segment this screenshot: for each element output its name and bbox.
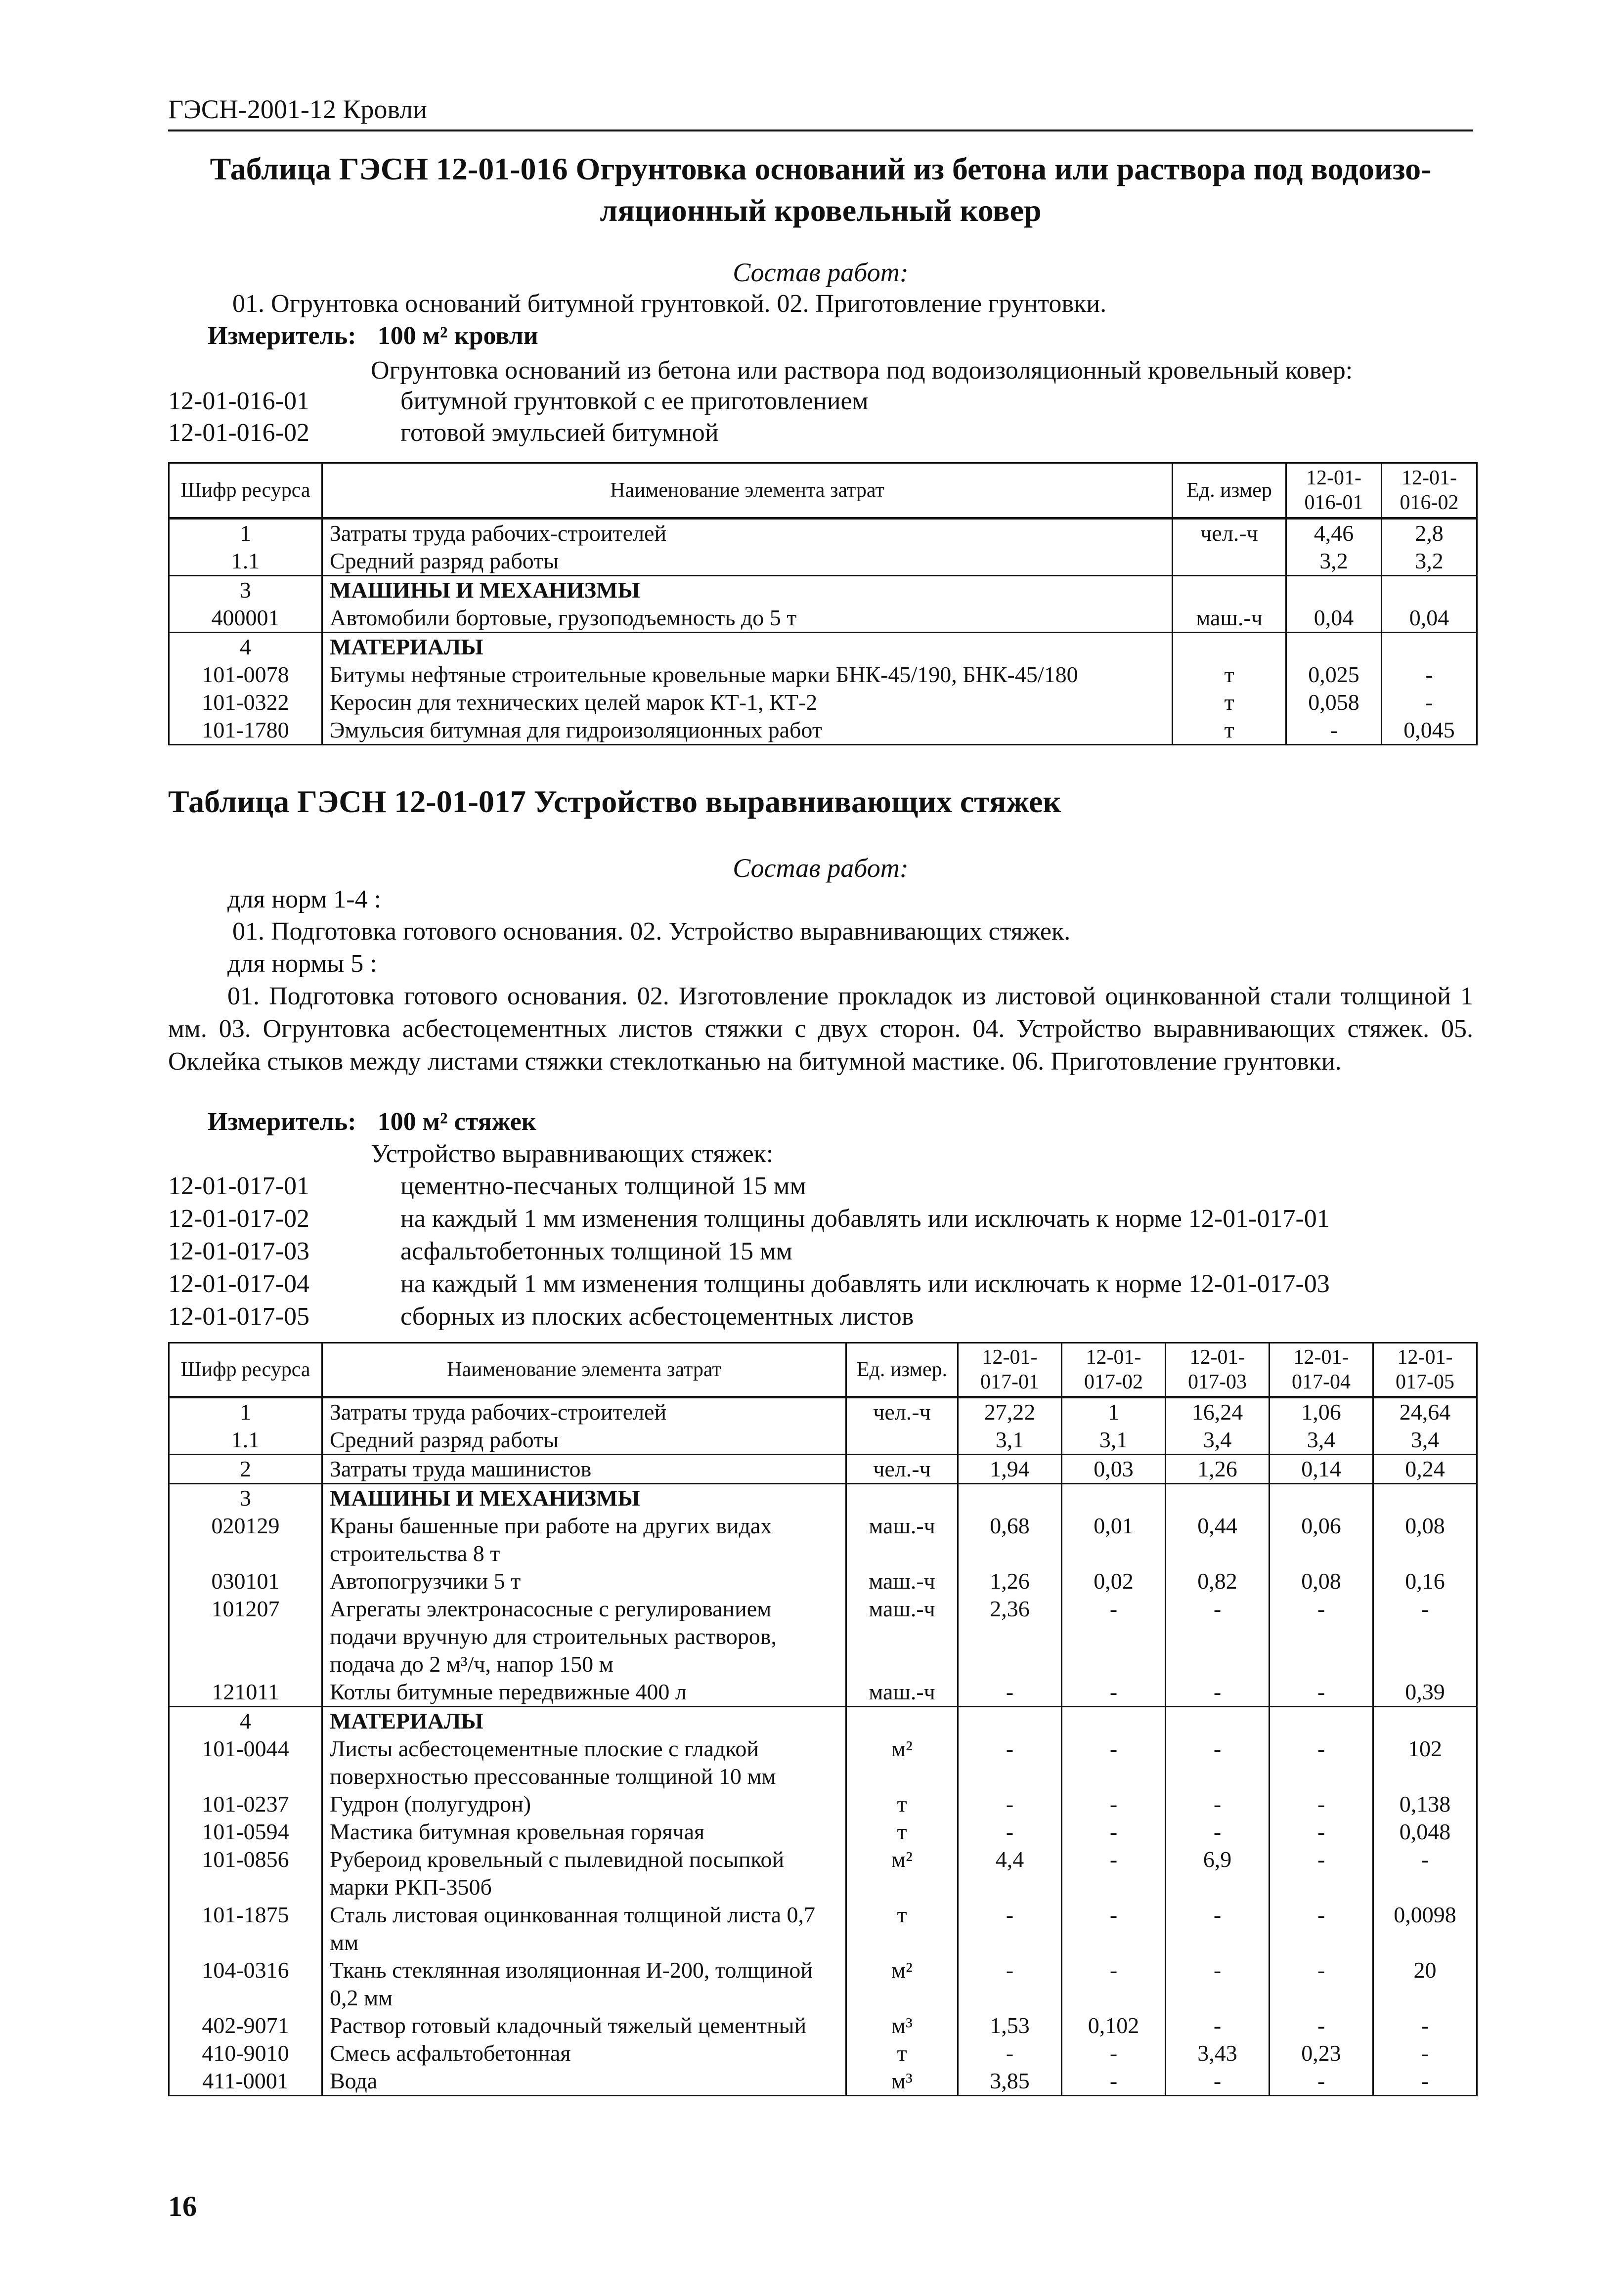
table-row — [169, 1707, 1477, 1735]
norm-desc: сборных из плоских асбестоцементных листов — [400, 1302, 914, 1331]
cell-value: - — [1270, 2067, 1373, 2096]
cell-unit: маш.-ч — [1173, 604, 1286, 633]
measure-value: 100 м² кровли — [377, 322, 538, 350]
cell-code: 1 — [169, 1397, 322, 1427]
cell-value: - — [1270, 2012, 1373, 2039]
cell-value: - — [1166, 1595, 1270, 1678]
norm-code: 12-01-017-01 — [168, 1172, 309, 1200]
table-row — [169, 1901, 1477, 1956]
cell-value — [1270, 1707, 1373, 1735]
cell-name: Краны башенные при работе на других видах строительства 8 т — [322, 1512, 846, 1567]
cell-unit — [846, 1707, 958, 1735]
cell-value: 3,1 — [958, 1426, 1062, 1455]
cell-value: - — [958, 1735, 1062, 1790]
cell-value — [1062, 1707, 1166, 1735]
cell-name: Сталь листовая оцинкованная толщиной листа 0,7 мм — [322, 1901, 846, 1956]
cell-value: 4,4 — [958, 1846, 1062, 1901]
table-row — [169, 661, 1477, 689]
cell-value: 0,04 — [1382, 604, 1477, 633]
norm-desc: готовой эмульсией битумной — [400, 419, 719, 447]
cell-value: - — [1062, 1818, 1166, 1846]
cell-unit: м² — [846, 1846, 958, 1901]
cell-value: - — [1166, 1818, 1270, 1846]
cell-code: 020129 — [169, 1512, 322, 1567]
cell-value: 3,85 — [958, 2067, 1062, 2096]
cell-value: 102 — [1373, 1735, 1477, 1790]
table-17-for-norms-1-4: для норм 1-4 : — [227, 885, 382, 913]
cell-unit: т — [846, 1818, 958, 1846]
norm-desc: цементно-песчаных толщиной 15 мм — [400, 1172, 806, 1200]
measure-value: 100 м² стяжек — [377, 1108, 536, 1136]
table-row — [169, 576, 1477, 605]
table-17-sostav-label: Состав работ: — [733, 853, 909, 883]
cell-name: Смесь асфальтобетонная — [322, 2039, 846, 2067]
cell-value: 4,46 — [1286, 519, 1382, 548]
cell-unit: т — [846, 1901, 958, 1956]
table-row — [169, 1595, 1477, 1678]
cell-value: 3,43 — [1166, 2039, 1270, 2067]
cell-unit — [1173, 633, 1286, 661]
cell-code: 101-0322 — [169, 689, 322, 716]
cell-value: - — [1373, 2039, 1477, 2067]
header-cell: Шифр ресурса — [169, 1343, 322, 1397]
cell-value: - — [1166, 1956, 1270, 2012]
norm-desc: на каждый 1 мм изменения толщины добавлять или исключать к норме 12-01-017-03 — [400, 1270, 1330, 1298]
table-row — [169, 547, 1477, 576]
norm-code: 12-01-017-03 — [168, 1237, 309, 1265]
cell-value — [958, 1707, 1062, 1735]
cell-value — [1270, 1484, 1373, 1513]
cell-value: 0,0098 — [1373, 1901, 1477, 1956]
cell-code: 1.1 — [169, 1426, 322, 1455]
cell-value: - — [1166, 1678, 1270, 1707]
cell-value: 0,048 — [1373, 1818, 1477, 1846]
cell-value: - — [1373, 1595, 1477, 1678]
cell-value: 2,8 — [1382, 519, 1477, 548]
cell-value: 0,68 — [958, 1512, 1062, 1567]
cell-value: 3,4 — [1270, 1426, 1373, 1455]
cell-value: 0,82 — [1166, 1567, 1270, 1595]
cell-name: Гудрон (полугудрон) — [322, 1790, 846, 1818]
cell-value: 0,102 — [1062, 2012, 1166, 2039]
cell-value: - — [1062, 1901, 1166, 1956]
table-header-row — [169, 1343, 1477, 1397]
norm-row — [168, 387, 1473, 419]
cell-value: 20 — [1373, 1956, 1477, 2012]
cell-name: Агрегаты электронасосные с регулированием подачи вручную для строительных растворов, подача до 2 м³/ч, напор 150 м — [322, 1595, 846, 1678]
cell-code: 2 — [169, 1455, 322, 1484]
cell-code: 101-0237 — [169, 1790, 322, 1818]
table-row — [169, 1818, 1477, 1846]
cell-value — [1373, 1484, 1477, 1513]
table-16-title-line1: Таблица ГЭСН 12-01-016 Огрунтовка оснований из бетона или раствора под водоизо- — [210, 151, 1432, 186]
cell-value: 0,23 — [1270, 2039, 1373, 2067]
cell-code: 030101 — [169, 1567, 322, 1595]
cell-value: 0,39 — [1373, 1678, 1477, 1707]
norm-row — [168, 418, 1473, 451]
cell-unit — [846, 1426, 958, 1455]
table-row — [169, 1567, 1477, 1595]
cell-value: - — [1373, 2067, 1477, 2096]
cell-code: 4 — [169, 633, 322, 661]
table-17-text-1-4: 01. Подготовка готового основания. 02. Устройство выравнивающих стяжек. — [232, 917, 1071, 946]
header-cell: 12-01-017-05 — [1373, 1343, 1477, 1397]
cell-value: 1 — [1062, 1397, 1166, 1427]
cell-value: - — [1270, 1818, 1373, 1846]
cell-name: Эмульсия битумная для гидроизоляционных работ — [322, 716, 1173, 745]
cell-value: - — [958, 2039, 1062, 2067]
cell-name: Раствор готовый кладочный тяжелый цементный — [322, 2012, 846, 2039]
cell-value: 6,9 — [1166, 1846, 1270, 1901]
page-number: 16 — [168, 2190, 197, 2222]
cell-value: 0,138 — [1373, 1790, 1477, 1818]
table-row — [169, 2067, 1477, 2096]
table-16-title — [168, 148, 1473, 231]
cell-code: 104-0316 — [169, 1956, 322, 2012]
cell-code: 101-0044 — [169, 1735, 322, 1790]
cell-value: - — [958, 1901, 1062, 1956]
header-cell: 12-01-016-02 — [1382, 463, 1477, 519]
measure-label: Измеритель: — [208, 322, 356, 350]
table-row — [169, 519, 1477, 548]
cell-value: 0,14 — [1270, 1455, 1373, 1484]
cell-code: 410-9010 — [169, 2039, 322, 2067]
cell-value: - — [1166, 1790, 1270, 1818]
cell-value: 1,06 — [1270, 1397, 1373, 1427]
table-row — [169, 2012, 1477, 2039]
table-row — [169, 716, 1477, 745]
cell-name: Битумы нефтяные строительные кровельные марки БНК-45/190, БНК-45/180 — [322, 661, 1173, 689]
cell-code: 101207 — [169, 1595, 322, 1678]
cell-value: 2,36 — [958, 1595, 1062, 1678]
cell-unit — [846, 1484, 958, 1513]
cell-value — [1286, 633, 1382, 661]
norm-row — [168, 1204, 1473, 1237]
cell-value: - — [958, 1790, 1062, 1818]
table-row — [169, 633, 1477, 661]
cell-value: 3,1 — [1062, 1426, 1166, 1455]
cell-value: 1,26 — [958, 1567, 1062, 1595]
cell-name: Затраты труда машинистов — [322, 1455, 846, 1484]
running-head: ГЭСН-2001-12 Кровли — [168, 94, 1473, 131]
cell-value: 0,24 — [1373, 1455, 1477, 1484]
cell-value: 0,045 — [1382, 716, 1477, 745]
table-row — [169, 1846, 1477, 1901]
table-row — [169, 1397, 1477, 1427]
table-16-title-line2: ляционный кровельный ковер — [600, 193, 1042, 228]
cell-code: 101-1780 — [169, 716, 322, 745]
cell-value: - — [1166, 2012, 1270, 2039]
cell-name: МАТЕРИАЛЫ — [322, 1707, 846, 1735]
cell-code: 3 — [169, 1484, 322, 1513]
cell-code: 101-0594 — [169, 1818, 322, 1846]
cell-code: 3 — [169, 576, 322, 605]
cell-name: Средний разряд работы — [322, 547, 1173, 576]
norm-desc: битумной грунтовкой с ее приготовлением — [400, 387, 869, 415]
cell-value: 3,2 — [1286, 547, 1382, 576]
cell-value: - — [1373, 1846, 1477, 1901]
header-cell: Ед. измер. — [846, 1343, 958, 1397]
cell-value: - — [1382, 689, 1477, 716]
cell-value: - — [1062, 1735, 1166, 1790]
cell-unit: м³ — [846, 2067, 958, 2096]
header-cell: 12-01-017-03 — [1166, 1343, 1270, 1397]
table-16-sostav-label: Состав работ: — [733, 258, 909, 287]
cell-unit: м² — [846, 1735, 958, 1790]
table-row — [169, 1735, 1477, 1790]
cell-name: Средний разряд работы — [322, 1426, 846, 1455]
cell-unit — [1173, 547, 1286, 576]
cell-code: 1 — [169, 519, 322, 548]
cell-value: - — [1270, 1678, 1373, 1707]
cell-value: 3,4 — [1373, 1426, 1477, 1455]
cell-value: - — [958, 1956, 1062, 2012]
cell-unit: т — [846, 1790, 958, 1818]
cell-value: 1,26 — [1166, 1455, 1270, 1484]
cell-value: - — [1062, 2067, 1166, 2096]
norm-code: 12-01-017-04 — [168, 1270, 309, 1298]
cell-unit: т — [1173, 716, 1286, 745]
cell-unit: маш.-ч — [846, 1567, 958, 1595]
cell-value: - — [1166, 1735, 1270, 1790]
header-cell: 12-01-017-04 — [1270, 1343, 1373, 1397]
cell-value: 3,2 — [1382, 547, 1477, 576]
cell-value — [1382, 633, 1477, 661]
cell-unit: маш.-ч — [846, 1512, 958, 1567]
cell-value — [1166, 1484, 1270, 1513]
cell-unit: чел.-ч — [846, 1455, 958, 1484]
cell-name: МАШИНЫ И МЕХАНИЗМЫ — [322, 576, 1173, 605]
cell-value: - — [1286, 716, 1382, 745]
norm-row — [168, 1171, 1473, 1204]
cell-value: - — [1062, 1956, 1166, 2012]
table-row — [169, 1790, 1477, 1818]
cell-unit: чел.-ч — [846, 1397, 958, 1427]
header-cell: 12-01-017-02 — [1062, 1343, 1166, 1397]
cell-value: 1,94 — [958, 1455, 1062, 1484]
header-cell: Наименование элемента затрат — [322, 1343, 846, 1397]
cell-code: 101-0078 — [169, 661, 322, 689]
table-17-text-5: 01. Подготовка готового основания. 02. Изготовление прокладок из листовой оцинкованной стали толщиной 1 мм. 03. Огрунтовка асбестоцементных листов стяжки с двух сторон. 04. Устройство выравнивающих стяжек. 05. Оклейка стыков между листами стяжки стеклотканью на битумной мастике. 06. Приготовление грунтовки. — [168, 982, 1473, 1076]
norm-row — [168, 1269, 1473, 1302]
resource-table-17 — [168, 1342, 1478, 2096]
table-row — [169, 1956, 1477, 2012]
table-16-group-desc: Огрунтовка оснований из бетона или раствора под водоизоляционный кровельный ковер: — [371, 356, 1353, 385]
norm-desc: асфальтобетонных толщиной 15 мм — [400, 1237, 792, 1265]
norm-code: 12-01-017-02 — [168, 1205, 309, 1233]
cell-name: Затраты труда рабочих-строителей — [322, 1397, 846, 1427]
cell-value: - — [1270, 1735, 1373, 1790]
table-header-row — [169, 463, 1477, 519]
cell-code: 101-0856 — [169, 1846, 322, 1901]
cell-name: Листы асбестоцементные плоские с гладкой поверхностью прессованные толщиной 10 мм — [322, 1735, 846, 1790]
cell-name: Керосин для технических целей марок КТ-1, КТ-2 — [322, 689, 1173, 716]
table-17-group-desc: Устройство выравнивающих стяжек: — [371, 1140, 774, 1168]
cell-value: 24,64 — [1373, 1397, 1477, 1427]
cell-value: - — [1270, 1846, 1373, 1901]
cell-value: 27,22 — [958, 1397, 1062, 1427]
cell-code: 1.1 — [169, 547, 322, 576]
cell-value: - — [1382, 661, 1477, 689]
cell-unit: т — [1173, 689, 1286, 716]
table-row — [169, 2039, 1477, 2067]
cell-value: 0,025 — [1286, 661, 1382, 689]
measure-label: Измеритель: — [208, 1108, 356, 1136]
cell-value: - — [1270, 1901, 1373, 1956]
table-row — [169, 689, 1477, 716]
norm-row — [168, 1302, 1473, 1335]
cell-value: 3,4 — [1166, 1426, 1270, 1455]
cell-value: - — [1270, 1790, 1373, 1818]
norm-row — [168, 1237, 1473, 1269]
cell-value: 0,08 — [1373, 1512, 1477, 1567]
norm-code: 12-01-016-02 — [168, 419, 309, 447]
cell-name: МАТЕРИАЛЫ — [322, 633, 1173, 661]
table-16-sostav-text: 01. Огрунтовка оснований битумной грунтовкой. 02. Приготовление грунтовки. — [232, 290, 1107, 318]
cell-name: Автопогрузчики 5 т — [322, 1567, 846, 1595]
table-row — [169, 1426, 1477, 1455]
cell-value: - — [1062, 1846, 1166, 1901]
cell-unit: м² — [846, 1956, 958, 2012]
norm-code: 12-01-017-05 — [168, 1302, 309, 1331]
table-row — [169, 1512, 1477, 1567]
cell-value: - — [1062, 2039, 1166, 2067]
cell-value: 0,06 — [1270, 1512, 1373, 1567]
cell-code: 400001 — [169, 604, 322, 633]
cell-value: - — [1062, 1595, 1166, 1678]
cell-value: 16,24 — [1166, 1397, 1270, 1427]
cell-value: - — [1062, 1790, 1166, 1818]
norm-code: 12-01-016-01 — [168, 387, 309, 415]
cell-value: 0,058 — [1286, 689, 1382, 716]
table-row — [169, 604, 1477, 633]
cell-value: - — [958, 1678, 1062, 1707]
table-row — [169, 1455, 1477, 1484]
header-cell: Ед. измер — [1173, 463, 1286, 519]
cell-name: Рубероид кровельный с пылевидной посыпкой марки РКП-350б — [322, 1846, 846, 1901]
cell-unit — [1173, 576, 1286, 605]
cell-unit: чел.-ч — [1173, 519, 1286, 548]
cell-value — [958, 1484, 1062, 1513]
cell-value: 0,08 — [1270, 1567, 1373, 1595]
cell-value: 1,53 — [958, 2012, 1062, 2039]
cell-value — [1373, 1707, 1477, 1735]
table-row — [169, 1678, 1477, 1707]
cell-name: Котлы битумные передвижные 400 л — [322, 1678, 846, 1707]
cell-value: - — [1270, 1956, 1373, 2012]
cell-value: - — [1062, 1678, 1166, 1707]
cell-value: - — [1270, 1595, 1373, 1678]
cell-value: 0,03 — [1062, 1455, 1166, 1484]
cell-name: Вода — [322, 2067, 846, 2096]
norm-desc: на каждый 1 мм изменения толщины добавлять или исключать к норме 12-01-017-01 — [400, 1205, 1330, 1233]
cell-value: 0,44 — [1166, 1512, 1270, 1567]
table-row — [169, 1484, 1477, 1513]
cell-value: - — [958, 1818, 1062, 1846]
cell-unit: маш.-ч — [846, 1595, 958, 1678]
cell-unit: маш.-ч — [846, 1678, 958, 1707]
cell-value — [1166, 1707, 1270, 1735]
cell-value — [1382, 576, 1477, 605]
table-17-for-norm-5: для нормы 5 : — [227, 950, 377, 978]
cell-code: 4 — [169, 1707, 322, 1735]
table-16-measure — [208, 321, 538, 350]
header-cell: 12-01-017-01 — [958, 1343, 1062, 1397]
cell-name: Мастика битумная кровельная горячая — [322, 1818, 846, 1846]
resource-table-16 — [168, 462, 1478, 745]
cell-name: Ткань стеклянная изоляционная И-200, толщиной 0,2 мм — [322, 1956, 846, 2012]
cell-value: - — [1166, 2067, 1270, 2096]
table-17-title: Таблица ГЭСН 12-01-017 Устройство выравнивающих стяжек — [168, 784, 1061, 819]
cell-code: 101-1875 — [169, 1901, 322, 1956]
cell-unit: т — [1173, 661, 1286, 689]
cell-value — [1062, 1484, 1166, 1513]
cell-value: 0,04 — [1286, 604, 1382, 633]
cell-value: 0,01 — [1062, 1512, 1166, 1567]
cell-unit: м³ — [846, 2012, 958, 2039]
cell-code: 121011 — [169, 1678, 322, 1707]
table-17-measure — [208, 1107, 536, 1136]
cell-unit: т — [846, 2039, 958, 2067]
cell-name: МАШИНЫ И МЕХАНИЗМЫ — [322, 1484, 846, 1513]
cell-code: 411-0001 — [169, 2067, 322, 2096]
header-cell: 12-01-016-01 — [1286, 463, 1382, 519]
header-cell: Наименование элемента затрат — [322, 463, 1173, 519]
cell-value — [1286, 576, 1382, 605]
cell-name: Автомобили бортовые, грузоподъемность до 5 т — [322, 604, 1173, 633]
cell-value: 0,16 — [1373, 1567, 1477, 1595]
cell-code: 402-9071 — [169, 2012, 322, 2039]
cell-value: - — [1373, 2012, 1477, 2039]
cell-name: Затраты труда рабочих-строителей — [322, 519, 1173, 548]
cell-value: - — [1166, 1901, 1270, 1956]
cell-value: 0,02 — [1062, 1567, 1166, 1595]
header-cell: Шифр ресурса — [169, 463, 322, 519]
